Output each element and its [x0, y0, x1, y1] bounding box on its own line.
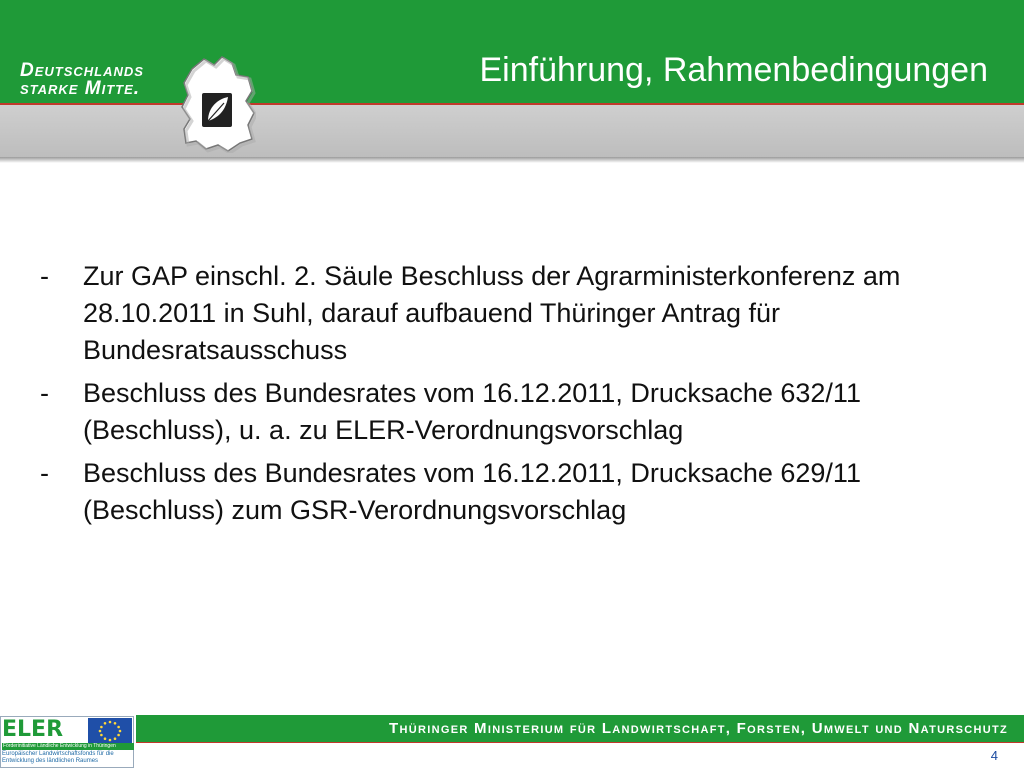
- slide-title: Einführung, Rahmenbedingungen: [479, 51, 988, 89]
- eler-logo-text: ELER: [2, 717, 64, 742]
- bullet-item: [40, 455, 980, 529]
- ministry-name: Thüringer Ministerium für Landwirtschaft, Forsten, Umwelt und Naturschutz: [389, 720, 1008, 737]
- bullet-text: Beschluss des Bundesrates vom 16.12.2011, Drucksache 632/11 (Beschluss), u. a. zu ELER-Verordnungsvorschlag: [83, 378, 861, 445]
- brand-wordmark: [20, 62, 144, 98]
- thuringia-map-leaf-icon: [178, 55, 256, 153]
- eler-caption-2: Europäischer Landwirtschaftsfonds für die Entwicklung des ländlichen Raumes: [2, 751, 114, 764]
- eler-caption-1: Förderinitiative Ländliche Entwicklung in Thüringen: [2, 743, 134, 750]
- page-number: 4: [990, 748, 998, 763]
- eu-flag-icon: [88, 718, 132, 744]
- bullet-text: Beschluss des Bundesrates vom 16.12.2011, Drucksache 629/11 (Beschluss) zum GSR-Verordnungsvorschlag: [83, 458, 861, 525]
- header-shadow: [0, 157, 1024, 163]
- header-gray-band: [0, 105, 1024, 157]
- footer-divider: [136, 742, 1024, 743]
- bullet-marker: -: [40, 378, 49, 408]
- bullet-item: [40, 258, 980, 369]
- brand-line-1: Deutschlands: [20, 60, 144, 81]
- bullet-list: [40, 258, 980, 535]
- bullet-text: Zur GAP einschl. 2. Säule Beschluss der Agrarministerkonferenz am 28.10.2011 in Suhl, darauf aufbauend Thüringer Antrag für Bundesratsausschuss: [83, 261, 901, 365]
- bullet-item: [40, 375, 980, 449]
- bullet-marker: -: [40, 261, 49, 291]
- bullet-marker: -: [40, 458, 49, 488]
- brand-line-2: starke Mitte.: [20, 78, 141, 99]
